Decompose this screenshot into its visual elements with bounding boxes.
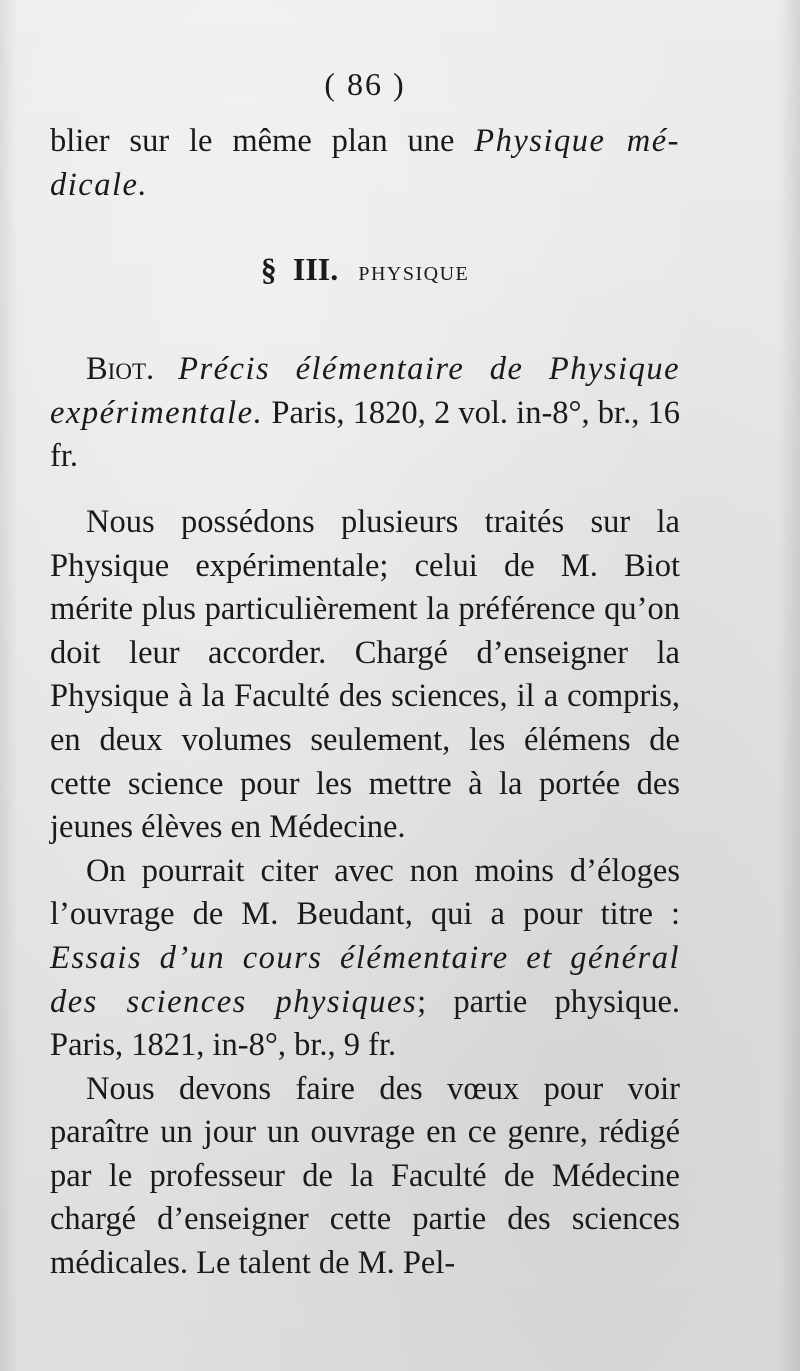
paragraph-2-text-end: ; partie physique. Paris, 1821, in-8°, br., 9 fr. [50, 983, 680, 1064]
section-title: PHYSIQUE [358, 263, 470, 286]
paragraph-2-italic-title: Essais d’un cours élémentaire et général des sciences physiques [50, 939, 680, 1020]
continuation-paragraph [50, 120, 680, 207]
page-content [50, 60, 680, 1286]
paragraph-2 [50, 850, 680, 1068]
section-heading [50, 247, 680, 296]
page-number: ( 86 ) [324, 66, 406, 102]
paragraph-2-text: On pourrait citer avec non moins d’éloges l’ouvrage de M. Beudant, qui a pour titre : [50, 852, 680, 933]
bibliography-entry [50, 348, 680, 479]
entry-author: Biot. [86, 351, 155, 388]
section-mark: § [260, 251, 277, 288]
paragraph-1: Nous possédons plusieurs traités sur la Physique expérimentale; celui de M. Biot mérite plus particulièrement la préférence qu’on doit leur accorder. Chargé d’enseigner la Physique à la Faculté des sciences, il a compris, en deux volumes seulement, les élémens de cette science pour les mettre à la portée des jeunes élèves en Médecine. [50, 503, 680, 846]
entry-details: Paris, 1820, 2 vol. in-8°, br., 16 fr. [50, 394, 680, 475]
continuation-italic: Physique mé-dicale. [50, 123, 680, 203]
entry-title: Précis élémentaire de Physique expérimentale. [50, 351, 680, 431]
continuation-text: blier sur le même plan une [50, 123, 475, 159]
paragraph-3: Nous devons faire des vœux pour voir paraître un jour un ouvrage en ce genre, rédigé par le professeur de la Faculté de Médecine chargé d’enseigner cette partie des sciences médicales. Le talent de M. Pel- [50, 1070, 680, 1282]
section-number: III. [292, 251, 339, 288]
